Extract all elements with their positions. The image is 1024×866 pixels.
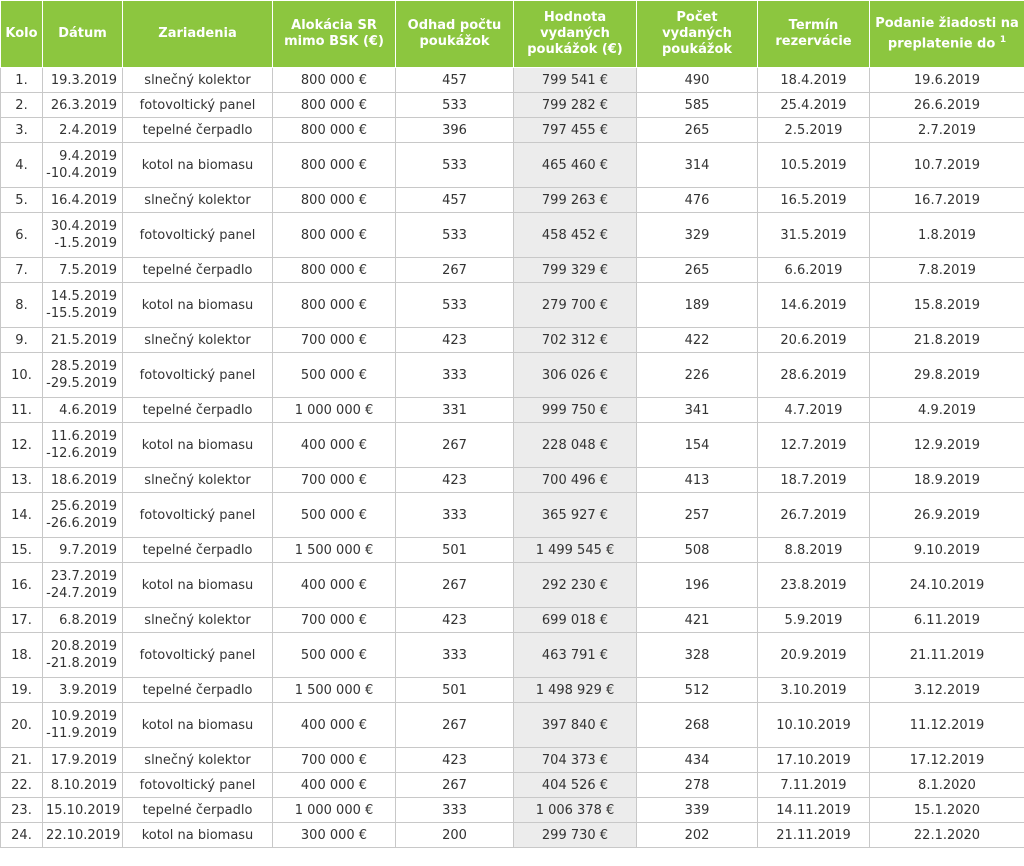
- cell-zariadenia: slnečný kolektor: [123, 328, 273, 353]
- cell-zariadenia: kotol na biomasu: [123, 703, 273, 748]
- date-line: 25.6.2019: [50, 499, 117, 514]
- cell-pocet: 265: [637, 118, 758, 143]
- cell-termin: 6.6.2019: [758, 258, 870, 283]
- cell-hodnota: 797 455 €: [514, 118, 637, 143]
- table-row: [1, 608, 1024, 633]
- date-line: 26.3.2019: [50, 97, 117, 113]
- cell-alokacia: 800 000 €: [273, 213, 396, 258]
- table-row: [1, 213, 1024, 258]
- cell-podanie: 19.6.2019: [870, 68, 1024, 93]
- date-line: 4.6.2019: [59, 402, 117, 418]
- cell-datum: [43, 678, 123, 703]
- date-line: 20.8.2019: [50, 639, 117, 654]
- cell-kolo: 20.: [1, 703, 43, 748]
- date-line: 7.5.2019: [59, 262, 117, 278]
- cell-alokacia: 400 000 €: [273, 563, 396, 608]
- cell-alokacia: 300 000 €: [273, 823, 396, 848]
- cell-alokacia: 1 500 000 €: [273, 538, 396, 563]
- cell-podanie: 26.9.2019: [870, 493, 1024, 538]
- cell-pocet: 585: [637, 93, 758, 118]
- cell-podanie: 3.12.2019: [870, 678, 1024, 703]
- cell-alokacia: 700 000 €: [273, 748, 396, 773]
- cell-odhad: 457: [396, 188, 514, 213]
- cell-odhad: 457: [396, 68, 514, 93]
- cell-podanie: 7.8.2019: [870, 258, 1024, 283]
- table-row: [1, 823, 1024, 848]
- date-line: 30.4.2019: [50, 219, 117, 234]
- cell-kolo: 16.: [1, 563, 43, 608]
- cell-termin: 3.10.2019: [758, 678, 870, 703]
- cell-alokacia: 400 000 €: [273, 773, 396, 798]
- cell-podanie: 15.8.2019: [870, 283, 1024, 328]
- cell-termin: 20.9.2019: [758, 633, 870, 678]
- cell-kolo: 21.: [1, 748, 43, 773]
- cell-kolo: 18.: [1, 633, 43, 678]
- cell-alokacia: 800 000 €: [273, 188, 396, 213]
- cell-alokacia: 500 000 €: [273, 353, 396, 398]
- cell-zariadenia: slnečný kolektor: [123, 748, 273, 773]
- cell-alokacia: 700 000 €: [273, 328, 396, 353]
- cell-kolo: 2.: [1, 93, 43, 118]
- cell-datum: [43, 143, 123, 188]
- cell-datum: [43, 468, 123, 493]
- cell-podanie: 1.8.2019: [870, 213, 1024, 258]
- table-row: [1, 703, 1024, 748]
- header-pocet: Počet vydaných poukážok: [637, 1, 758, 68]
- cell-termin: 4.7.2019: [758, 398, 870, 423]
- cell-hodnota: 799 329 €: [514, 258, 637, 283]
- cell-pocet: 257: [637, 493, 758, 538]
- cell-podanie: 29.8.2019: [870, 353, 1024, 398]
- cell-hodnota: 1 499 545 €: [514, 538, 637, 563]
- table-row: [1, 93, 1024, 118]
- cell-zariadenia: slnečný kolektor: [123, 608, 273, 633]
- cell-zariadenia: kotol na biomasu: [123, 283, 273, 328]
- table-row: [1, 678, 1024, 703]
- cell-datum: [43, 633, 123, 678]
- date-line: 15.10.2019: [46, 802, 121, 818]
- cell-datum: [43, 493, 123, 538]
- cell-kolo: 10.: [1, 353, 43, 398]
- cell-termin: 5.9.2019: [758, 608, 870, 633]
- table-row: [1, 353, 1024, 398]
- cell-termin: 14.6.2019: [758, 283, 870, 328]
- cell-podanie: 21.8.2019: [870, 328, 1024, 353]
- cell-datum: [43, 773, 123, 798]
- cell-alokacia: 400 000 €: [273, 703, 396, 748]
- date-line: 14.5.2019: [50, 289, 117, 304]
- cell-pocet: 278: [637, 773, 758, 798]
- table-body: [1, 68, 1024, 848]
- date-line: 18.6.2019: [50, 472, 117, 488]
- cell-hodnota: 704 373 €: [514, 748, 637, 773]
- cell-kolo: 22.: [1, 773, 43, 798]
- cell-hodnota: 458 452 €: [514, 213, 637, 258]
- table-row: [1, 423, 1024, 468]
- cell-kolo: 1.: [1, 68, 43, 93]
- date-line: -26.6.2019: [46, 516, 117, 531]
- cell-kolo: 24.: [1, 823, 43, 848]
- cell-zariadenia: kotol na biomasu: [123, 143, 273, 188]
- cell-pocet: 226: [637, 353, 758, 398]
- header-datum: Dátum: [43, 1, 123, 68]
- header-termin: Termín rezervácie: [758, 1, 870, 68]
- cell-zariadenia: tepelné čerpadlo: [123, 398, 273, 423]
- cell-alokacia: 800 000 €: [273, 93, 396, 118]
- date-line: 16.4.2019: [50, 192, 117, 208]
- cell-datum: [43, 798, 123, 823]
- cell-kolo: 15.: [1, 538, 43, 563]
- cell-pocet: 508: [637, 538, 758, 563]
- cell-pocet: 434: [637, 748, 758, 773]
- cell-odhad: 501: [396, 538, 514, 563]
- date-line: 10.9.2019: [50, 709, 117, 724]
- cell-hodnota: 700 496 €: [514, 468, 637, 493]
- cell-podanie: 16.7.2019: [870, 188, 1024, 213]
- cell-datum: [43, 823, 123, 848]
- cell-odhad: 533: [396, 213, 514, 258]
- cell-kolo: 5.: [1, 188, 43, 213]
- cell-odhad: 423: [396, 328, 514, 353]
- cell-pocet: 268: [637, 703, 758, 748]
- cell-hodnota: 463 791 €: [514, 633, 637, 678]
- cell-pocet: 512: [637, 678, 758, 703]
- cell-termin: 10.10.2019: [758, 703, 870, 748]
- cell-zariadenia: tepelné čerpadlo: [123, 538, 273, 563]
- cell-datum: [43, 328, 123, 353]
- cell-hodnota: 699 018 €: [514, 608, 637, 633]
- cell-kolo: 13.: [1, 468, 43, 493]
- date-line: 6.8.2019: [59, 612, 117, 628]
- cell-datum: [43, 258, 123, 283]
- cell-hodnota: 799 282 €: [514, 93, 637, 118]
- date-line: 21.5.2019: [50, 332, 117, 348]
- cell-podanie: 9.10.2019: [870, 538, 1024, 563]
- cell-odhad: 333: [396, 493, 514, 538]
- cell-alokacia: 1 000 000 €: [273, 398, 396, 423]
- cell-podanie: 4.9.2019: [870, 398, 1024, 423]
- cell-podanie: 17.12.2019: [870, 748, 1024, 773]
- cell-kolo: 7.: [1, 258, 43, 283]
- date-line: 9.7.2019: [59, 542, 117, 558]
- cell-termin: 20.6.2019: [758, 328, 870, 353]
- cell-pocet: 265: [637, 258, 758, 283]
- cell-termin: 16.5.2019: [758, 188, 870, 213]
- table-row: [1, 468, 1024, 493]
- cell-datum: [43, 93, 123, 118]
- cell-alokacia: 1 500 000 €: [273, 678, 396, 703]
- cell-odhad: 200: [396, 823, 514, 848]
- header-odhad: Odhad počtu poukážok: [396, 1, 514, 68]
- date-line: 17.9.2019: [50, 752, 117, 768]
- cell-datum: [43, 538, 123, 563]
- cell-kolo: 9.: [1, 328, 43, 353]
- cell-termin: 10.5.2019: [758, 143, 870, 188]
- cell-pocet: 422: [637, 328, 758, 353]
- cell-pocet: 421: [637, 608, 758, 633]
- cell-odhad: 533: [396, 93, 514, 118]
- cell-zariadenia: fotovoltický panel: [123, 93, 273, 118]
- cell-odhad: 333: [396, 633, 514, 678]
- cell-podanie: 18.9.2019: [870, 468, 1024, 493]
- cell-hodnota: 404 526 €: [514, 773, 637, 798]
- cell-podanie: 2.7.2019: [870, 118, 1024, 143]
- cell-termin: 26.7.2019: [758, 493, 870, 538]
- cell-datum: [43, 748, 123, 773]
- cell-kolo: 4.: [1, 143, 43, 188]
- cell-pocet: 341: [637, 398, 758, 423]
- cell-hodnota: 228 048 €: [514, 423, 637, 468]
- cell-pocet: 196: [637, 563, 758, 608]
- cell-datum: [43, 188, 123, 213]
- cell-datum: [43, 703, 123, 748]
- cell-odhad: 267: [396, 563, 514, 608]
- cell-odhad: 267: [396, 703, 514, 748]
- cell-zariadenia: fotovoltický panel: [123, 633, 273, 678]
- date-line: 3.9.2019: [59, 682, 117, 698]
- table-row: [1, 118, 1024, 143]
- cell-alokacia: 1 000 000 €: [273, 798, 396, 823]
- date-line: 22.10.2019: [46, 827, 121, 843]
- cell-hodnota: 279 700 €: [514, 283, 637, 328]
- cell-alokacia: 400 000 €: [273, 423, 396, 468]
- cell-hodnota: 999 750 €: [514, 398, 637, 423]
- cell-podanie: 8.1.2020: [870, 773, 1024, 798]
- table-row: [1, 773, 1024, 798]
- cell-zariadenia: tepelné čerpadlo: [123, 678, 273, 703]
- cell-hodnota: 306 026 €: [514, 353, 637, 398]
- cell-datum: [43, 423, 123, 468]
- header-kolo: Kolo: [1, 1, 43, 68]
- cell-datum: [43, 353, 123, 398]
- cell-odhad: 501: [396, 678, 514, 703]
- date-line: -1.5.2019: [54, 236, 117, 251]
- date-line: 9.4.2019: [59, 149, 117, 164]
- cell-pocet: 329: [637, 213, 758, 258]
- header-zariadenia: Zariadenia: [123, 1, 273, 68]
- cell-alokacia: 500 000 €: [273, 493, 396, 538]
- header-hodnota: Hodnota vydaných poukážok (€): [514, 1, 637, 68]
- cell-hodnota: 365 927 €: [514, 493, 637, 538]
- cell-hodnota: 799 541 €: [514, 68, 637, 93]
- cell-termin: 28.6.2019: [758, 353, 870, 398]
- date-line: 19.3.2019: [50, 72, 117, 88]
- cell-kolo: 6.: [1, 213, 43, 258]
- cell-pocet: 339: [637, 798, 758, 823]
- cell-zariadenia: fotovoltický panel: [123, 213, 273, 258]
- cell-pocet: 189: [637, 283, 758, 328]
- cell-datum: [43, 68, 123, 93]
- cell-alokacia: 700 000 €: [273, 468, 396, 493]
- table-row: [1, 633, 1024, 678]
- cell-hodnota: 299 730 €: [514, 823, 637, 848]
- cell-termin: 7.11.2019: [758, 773, 870, 798]
- date-line: -15.5.2019: [46, 306, 117, 321]
- table-row: [1, 283, 1024, 328]
- cell-odhad: 423: [396, 748, 514, 773]
- table-row: [1, 68, 1024, 93]
- cell-pocet: 413: [637, 468, 758, 493]
- cell-kolo: 19.: [1, 678, 43, 703]
- cell-podanie: 11.12.2019: [870, 703, 1024, 748]
- cell-zariadenia: tepelné čerpadlo: [123, 258, 273, 283]
- header-podanie: Podanie žiadosti na preplatenie do $^1$: [870, 1, 1024, 68]
- cell-odhad: 333: [396, 353, 514, 398]
- cell-kolo: 3.: [1, 118, 43, 143]
- table-row: [1, 538, 1024, 563]
- header-alokacia: Alokácia SR mimo BSK (€): [273, 1, 396, 68]
- cell-pocet: 328: [637, 633, 758, 678]
- cell-termin: 18.7.2019: [758, 468, 870, 493]
- table-row: [1, 748, 1024, 773]
- cell-kolo: 11.: [1, 398, 43, 423]
- cell-podanie: 15.1.2020: [870, 798, 1024, 823]
- table-row: [1, 258, 1024, 283]
- cell-hodnota: 292 230 €: [514, 563, 637, 608]
- cell-zariadenia: tepelné čerpadlo: [123, 798, 273, 823]
- cell-zariadenia: kotol na biomasu: [123, 423, 273, 468]
- cell-datum: [43, 563, 123, 608]
- date-line: -24.7.2019: [46, 586, 117, 601]
- cell-termin: 2.5.2019: [758, 118, 870, 143]
- table-row: [1, 143, 1024, 188]
- cell-termin: 25.4.2019: [758, 93, 870, 118]
- cell-hodnota: 1 006 378 €: [514, 798, 637, 823]
- cell-alokacia: 500 000 €: [273, 633, 396, 678]
- cell-odhad: 423: [396, 468, 514, 493]
- cell-odhad: 533: [396, 283, 514, 328]
- cell-kolo: 14.: [1, 493, 43, 538]
- cell-zariadenia: fotovoltický panel: [123, 353, 273, 398]
- cell-alokacia: 800 000 €: [273, 143, 396, 188]
- date-line: -29.5.2019: [46, 376, 117, 391]
- table-row: [1, 398, 1024, 423]
- cell-odhad: 333: [396, 798, 514, 823]
- date-line: 28.5.2019: [50, 359, 117, 374]
- cell-datum: [43, 608, 123, 633]
- cell-pocet: 314: [637, 143, 758, 188]
- cell-odhad: 267: [396, 423, 514, 468]
- table-row: [1, 798, 1024, 823]
- table-row: [1, 563, 1024, 608]
- cell-odhad: 331: [396, 398, 514, 423]
- cell-termin: 18.4.2019: [758, 68, 870, 93]
- cell-odhad: 423: [396, 608, 514, 633]
- cell-zariadenia: slnečný kolektor: [123, 188, 273, 213]
- cell-podanie: 12.9.2019: [870, 423, 1024, 468]
- table-row: [1, 188, 1024, 213]
- cell-termin: 17.10.2019: [758, 748, 870, 773]
- cell-kolo: 23.: [1, 798, 43, 823]
- cell-termin: 8.8.2019: [758, 538, 870, 563]
- cell-termin: 12.7.2019: [758, 423, 870, 468]
- date-line: -11.9.2019: [46, 726, 117, 741]
- cell-zariadenia: kotol na biomasu: [123, 823, 273, 848]
- cell-podanie: 24.10.2019: [870, 563, 1024, 608]
- cell-podanie: 26.6.2019: [870, 93, 1024, 118]
- date-line: -21.8.2019: [46, 656, 117, 671]
- cell-datum: [43, 118, 123, 143]
- cell-hodnota: 702 312 €: [514, 328, 637, 353]
- cell-datum: [43, 398, 123, 423]
- date-line: -12.6.2019: [46, 446, 117, 461]
- cell-pocet: 202: [637, 823, 758, 848]
- cell-hodnota: 465 460 €: [514, 143, 637, 188]
- table-row: [1, 328, 1024, 353]
- cell-podanie: 21.11.2019: [870, 633, 1024, 678]
- cell-zariadenia: tepelné čerpadlo: [123, 118, 273, 143]
- cell-pocet: 490: [637, 68, 758, 93]
- cell-zariadenia: slnečný kolektor: [123, 468, 273, 493]
- cell-zariadenia: fotovoltický panel: [123, 493, 273, 538]
- cell-termin: 21.11.2019: [758, 823, 870, 848]
- date-line: 23.7.2019: [50, 569, 117, 584]
- cell-podanie: 22.1.2020: [870, 823, 1024, 848]
- cell-podanie: 6.11.2019: [870, 608, 1024, 633]
- cell-hodnota: 397 840 €: [514, 703, 637, 748]
- cell-podanie: 10.7.2019: [870, 143, 1024, 188]
- cell-alokacia: 800 000 €: [273, 258, 396, 283]
- cell-termin: 14.11.2019: [758, 798, 870, 823]
- cell-termin: 31.5.2019: [758, 213, 870, 258]
- cell-hodnota: 799 263 €: [514, 188, 637, 213]
- date-line: 2.4.2019: [59, 122, 117, 138]
- cell-termin: 23.8.2019: [758, 563, 870, 608]
- cell-alokacia: 800 000 €: [273, 118, 396, 143]
- cell-datum: [43, 283, 123, 328]
- cell-zariadenia: slnečný kolektor: [123, 68, 273, 93]
- cell-datum: [43, 213, 123, 258]
- date-line: -10.4.2019: [46, 166, 117, 181]
- cell-zariadenia: fotovoltický panel: [123, 773, 273, 798]
- cell-odhad: 267: [396, 773, 514, 798]
- cell-odhad: 396: [396, 118, 514, 143]
- cell-odhad: 267: [396, 258, 514, 283]
- cell-alokacia: 700 000 €: [273, 608, 396, 633]
- date-line: 11.6.2019: [50, 429, 117, 444]
- cell-hodnota: 1 498 929 €: [514, 678, 637, 703]
- cell-odhad: 533: [396, 143, 514, 188]
- header-row: [1, 1, 1024, 68]
- cell-kolo: 17.: [1, 608, 43, 633]
- footnote-marker: 1: [999, 34, 1007, 45]
- table-row: [1, 493, 1024, 538]
- cell-pocet: 154: [637, 423, 758, 468]
- date-line: 8.10.2019: [50, 777, 117, 793]
- cell-kolo: 8.: [1, 283, 43, 328]
- cell-alokacia: 800 000 €: [273, 283, 396, 328]
- cell-kolo: 12.: [1, 423, 43, 468]
- cell-alokacia: 800 000 €: [273, 68, 396, 93]
- cell-zariadenia: kotol na biomasu: [123, 563, 273, 608]
- cell-pocet: 476: [637, 188, 758, 213]
